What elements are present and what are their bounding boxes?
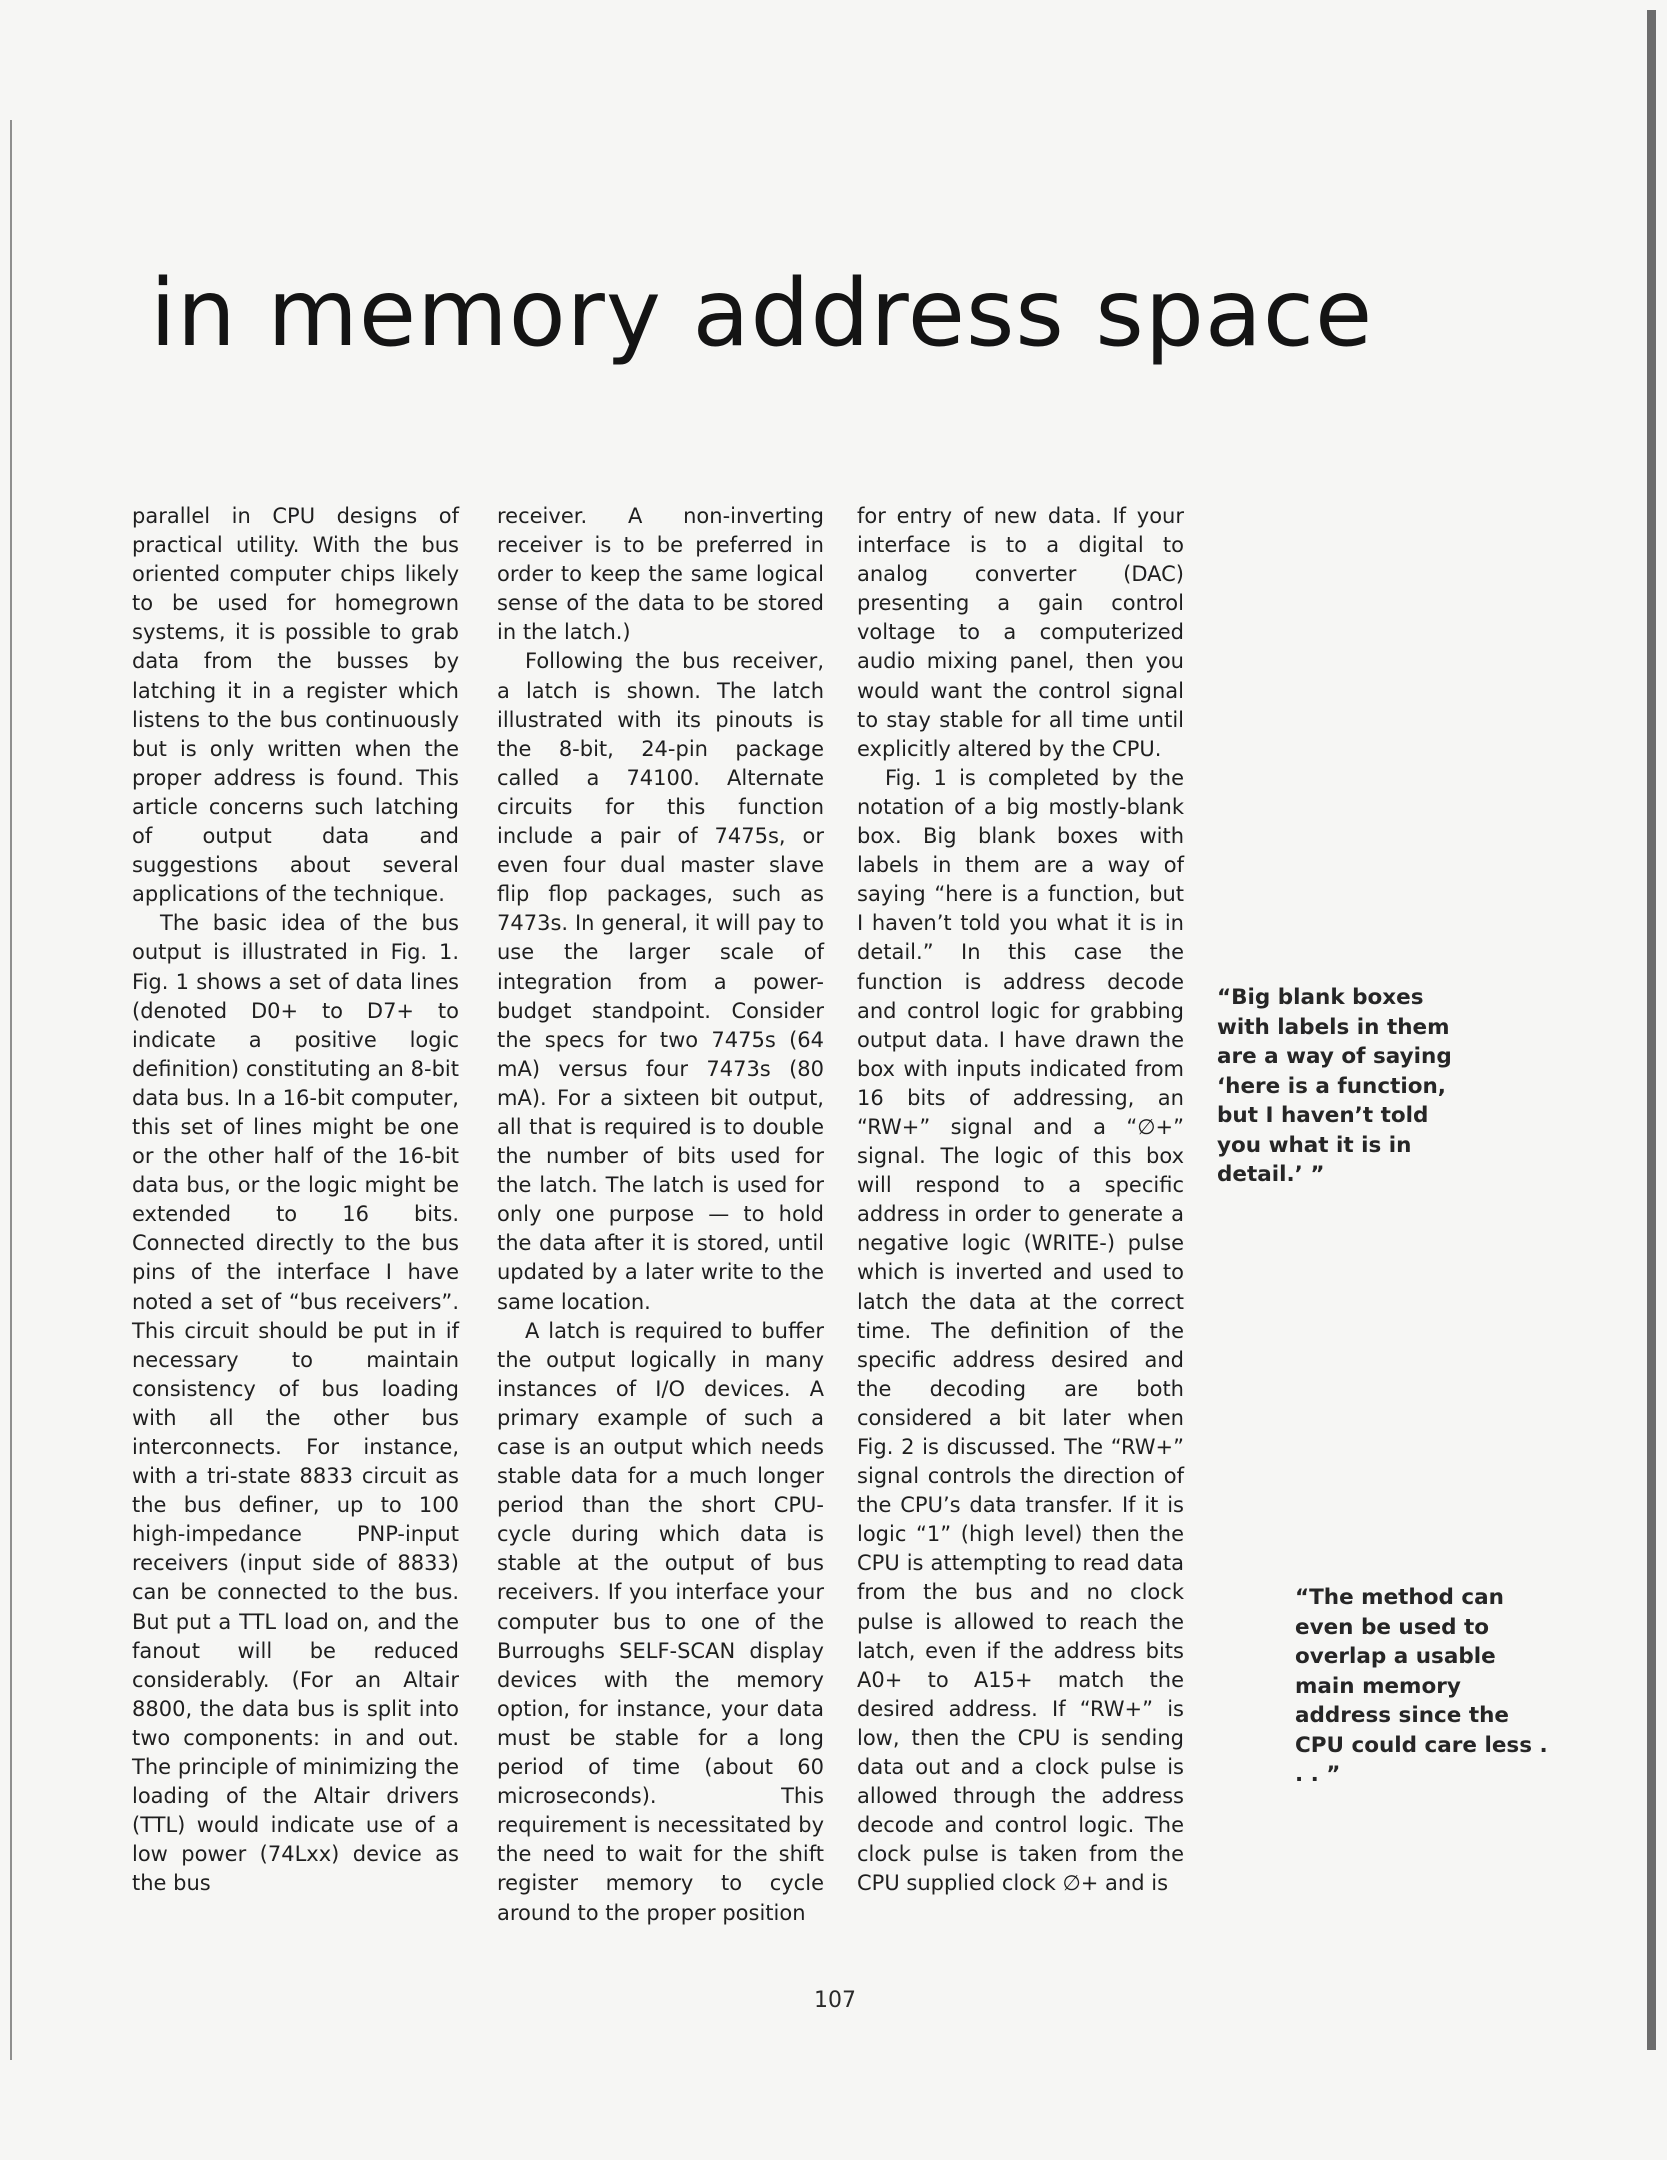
page-number: 107 (814, 1988, 856, 2013)
paragraph: for entry of new data. If your interface is to a digital to analog converter (DAC) presenting a gain control voltage to a computerized audio mixing panel, then you would want the control signal to stay stable for all time until explicitly altered by the CPU. (857, 504, 1184, 761)
pull-quote-1: “Big blank boxes with labels in them are a way of saying ‘here is a function, but I haven’t told you what it is in detail.’ ” (1217, 985, 1452, 1187)
paragraph: parallel in CPU designs of practical utility. With the bus oriented computer chips likely to be used for homegrown systems, it is possible to grab data from the busses by latching it in a register which listens to the bus continuously but is only written when the proper address is found. This article concerns such latching of output data and suggestions about several applications of the technique. (132, 504, 459, 907)
paragraph: A latch is required to buffer the output logically in many instances of I/O devices. A primary example of such a case is an output which needs stable data for a much longer period than the short CPU-cycle during which data is stable at the output of bus receivers. If you interface your computer bus to one of the Burroughs SELF-SCAN display devices with the memory option, for instance, your data must be stable for a long period of time (about 60 microseconds). This requirement is necessitated by the need to wait for the shift register memory to cycle around to the proper position (497, 1318, 824, 1925)
page-edge-bar (1647, 10, 1656, 2050)
text-column-2 (497, 502, 824, 1928)
left-margin-rule (10, 120, 12, 2060)
paragraph: receiver. A non-inverting receiver is to be preferred in order to keep the same logical sense of the data to be stored in the latch.) (497, 504, 824, 645)
paragraph: The basic idea of the bus output is illustrated in Fig. 1. Fig. 1 shows a set of data lines (denoted D0+ to D7+ to indicate a positive logic definition) constituting an 8-bit data bus. In a 16-bit computer, this set of lines might be one or the other half of the 16-bit data bus, or the logic might be extended to 16 bits. Connected directly to the bus pins of the interface I have noted a set of “bus receivers”. This circuit should be put in if necessary to maintain consistency of bus loading with all the other bus interconnects. For instance, with a tri-state 8833 circuit as the bus definer, up to 100 high-impedance PNP-input receivers (input side of 8833) can be connected to the bus. But put a TTL load on, and the fanout will be reduced considerably. (For an Altair 8800, the data bus is split into two components: in and out. The principle of minimizing the loading of the Altair drivers (TTL) would indicate use of a low power (74Lxx) device as the bus (132, 911, 459, 1896)
text-column-1 (132, 502, 459, 1899)
paragraph: Following the bus receiver, a latch is shown. The latch illustrated with its pinouts is the 8-bit, 24-pin package called a 74100. Alternate circuits for this function include a pair of 7475s, or even four dual master slave flip flop packages, such as 7473s. In general, it will pay to use the larger scale of integration from a power-budget standpoint. Consider the specs for two 7475s (64 mA) versus four 7473s (80 mA). For a sixteen bit output, all that is required is to double the number of bits used for the latch. The latch is used for only one purpose — to hold the data after it is stored, until updated by a later write to the same location. (497, 649, 824, 1314)
paragraph: Fig. 1 is completed by the notation of a big mostly-blank box. Big blank boxes with labels in them are a way of saying “here is a function, but I haven’t told you what it is in detail.” In this case the function is address decode and control logic for grabbing output data. I have drawn the box with inputs indicated from 16 bits of addressing, an “RW+” signal and a “∅+” signal. The logic of this box will respond to a specific address in order to generate a negative logic (WRITE-) pulse which is inverted and used to latch the data at the correct time. The definition of the specific address desired and the decoding are both considered a bit later when Fig. 2 is discussed. The “RW+” signal controls the direction of the CPU’s data transfer. If it is logic “1” (high level) then the CPU is attempting to read data from the bus and no clock pulse is allowed to reach the latch, even if the address bits A0+ to A15+ match the desired address. If “RW+” is low, then the CPU is sending data out and a clock pulse is allowed through the address decode and control logic. The clock pulse is taken from the CPU supplied clock ∅+ and is (857, 765, 1184, 1896)
pull-quote-2: “The method can even be used to overlap a usable main memory address since the CPU could care less . . . ” (1295, 1585, 1548, 1787)
article-title: in memory address space (150, 259, 1374, 367)
text-column-3 (857, 502, 1184, 1899)
